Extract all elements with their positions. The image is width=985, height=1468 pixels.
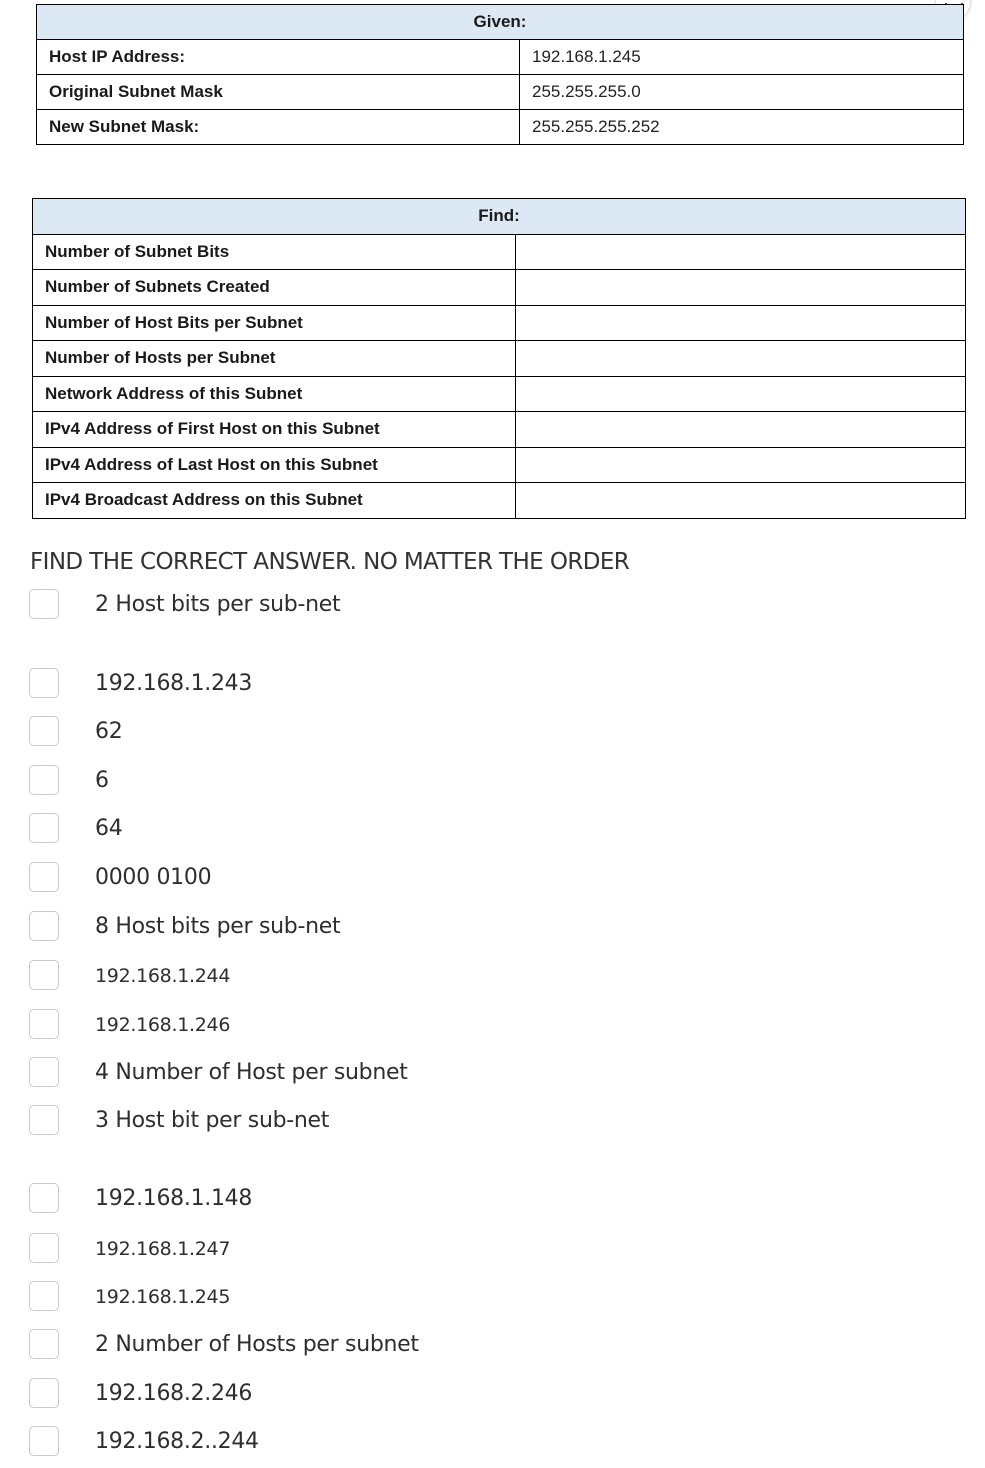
table-row [33,376,966,412]
find-answer-cell [516,341,966,377]
option-label: 192.168.1.244 [95,965,231,987]
given-value: 255.255.255.252 [520,110,964,145]
checkbox[interactable] [29,960,59,990]
answer-option[interactable] [29,1233,629,1267]
answer-option[interactable] [29,589,629,623]
answer-option[interactable] [29,1281,629,1315]
answer-option[interactable] [29,1378,629,1412]
given-label: New Subnet Mask: [37,110,520,145]
option-label: 6 [95,768,109,793]
find-label: Network Address of this Subnet [33,376,516,412]
checkbox[interactable] [29,716,59,746]
table-row [33,483,966,519]
option-label: 3 Host bit per sub-net [95,1108,330,1133]
answer-option[interactable] [29,765,629,799]
checkbox[interactable] [29,1009,59,1039]
answer-option[interactable] [29,1057,629,1091]
answer-option[interactable] [29,1329,629,1363]
find-label: IPv4 Address of First Host on this Subnet [33,412,516,448]
checkbox[interactable] [29,1057,59,1087]
checkbox[interactable] [29,589,59,619]
option-label: 192.168.2.246 [95,1381,253,1406]
option-label: 2 Number of Hosts per subnet [95,1332,419,1357]
given-label: Original Subnet Mask [37,75,520,110]
answer-option[interactable] [29,668,629,702]
given-value: 192.168.1.245 [520,40,964,75]
option-label: 192.168.1.243 [95,671,253,696]
table-row [33,270,966,306]
find-label: Number of Host Bits per Subnet [33,305,516,341]
instruction-text: FIND THE CORRECT ANSWER. NO MATTER THE ORDER [30,549,630,575]
checkbox[interactable] [29,1426,59,1456]
find-table-header: Find: [33,199,966,235]
option-label: 192.168.2..244 [95,1429,259,1454]
given-table [36,4,964,145]
find-answer-cell [516,412,966,448]
answer-option[interactable] [29,960,629,994]
answer-option[interactable] [29,1105,629,1139]
checkbox[interactable] [29,1183,59,1213]
table-row [37,110,964,145]
checkbox[interactable] [29,862,59,892]
option-label: 192.168.1.245 [95,1286,231,1308]
find-answer-cell [516,483,966,519]
option-label: 62 [95,719,123,744]
checkbox[interactable] [29,1105,59,1135]
find-answer-cell [516,234,966,270]
checkbox[interactable] [29,1329,59,1359]
table-row [33,234,966,270]
option-label: 64 [95,816,123,841]
answer-option[interactable] [29,862,629,896]
find-label: IPv4 Broadcast Address on this Subnet [33,483,516,519]
table-row [33,447,966,483]
answer-option[interactable] [29,911,629,945]
answer-option[interactable] [29,813,629,847]
find-answer-cell [516,305,966,341]
option-label: 2 Host bits per sub-net [95,592,341,617]
find-label: Number of Subnets Created [33,270,516,306]
option-label: 4 Number of Host per subnet [95,1060,408,1085]
checkbox[interactable] [29,813,59,843]
answer-option[interactable] [29,716,629,750]
given-label: Host IP Address: [37,40,520,75]
find-label: IPv4 Address of Last Host on this Subnet [33,447,516,483]
table-row [37,40,964,75]
option-label: 192.168.1.246 [95,1014,231,1036]
option-label: 8 Host bits per sub-net [95,914,341,939]
find-table [32,198,966,519]
table-row [33,341,966,377]
answer-option[interactable] [29,1009,629,1043]
checkbox[interactable] [29,1233,59,1263]
find-answer-cell [516,447,966,483]
table-row [33,412,966,448]
find-answer-cell [516,270,966,306]
checkbox[interactable] [29,1281,59,1311]
answer-option[interactable] [29,1426,629,1460]
answer-option[interactable] [29,1183,629,1217]
table-row [37,75,964,110]
checkbox[interactable] [29,911,59,941]
find-label: Number of Subnet Bits [33,234,516,270]
given-table-header: Given: [37,5,964,40]
find-answer-cell [516,376,966,412]
table-row [33,305,966,341]
option-label: 192.168.1.148 [95,1186,253,1211]
given-value: 255.255.255.0 [520,75,964,110]
option-label: 192.168.1.247 [95,1238,231,1260]
checkbox[interactable] [29,765,59,795]
option-label: 0000 0100 [95,865,212,890]
checkbox[interactable] [29,1378,59,1408]
checkbox[interactable] [29,668,59,698]
find-label: Number of Hosts per Subnet [33,341,516,377]
